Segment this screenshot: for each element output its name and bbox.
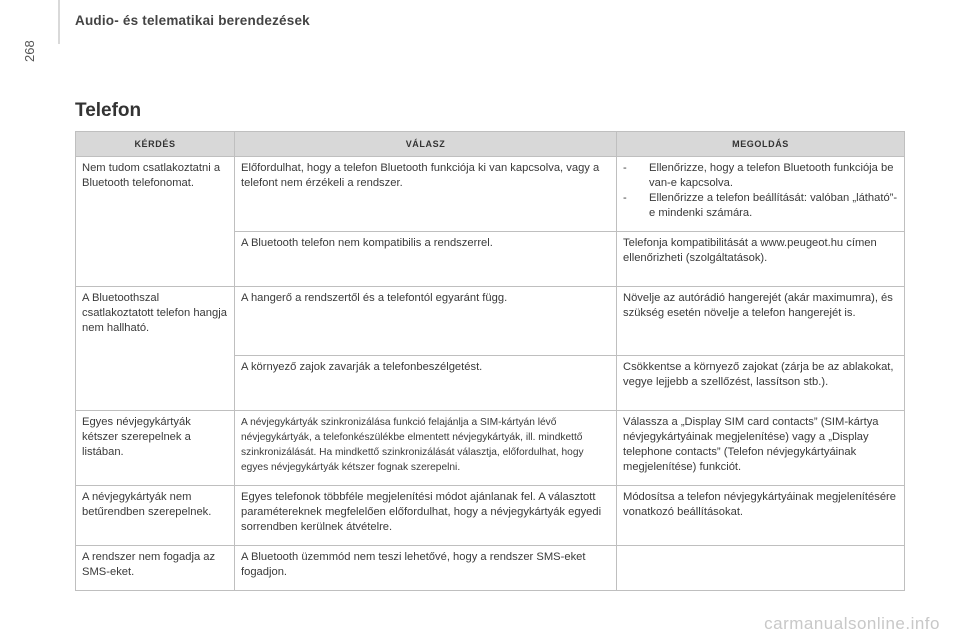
list-item: - Ellenőrizze, hogy a telefon Bluetooth funkciója be van-e kapcsolva. xyxy=(623,161,898,191)
answer-cell: A környező zajok zavarják a telefonbeszélgetést. xyxy=(235,356,617,411)
question-cell: Egyes névjegykártyák kétszer szerepelnek a listában. xyxy=(76,411,235,486)
solution-list xyxy=(623,161,898,221)
page-title: Telefon xyxy=(75,100,142,121)
question-cell: A névjegykártyák nem betűrendben szerepelnek. xyxy=(76,486,235,546)
page-number: 268 xyxy=(22,40,37,62)
table-row xyxy=(76,546,905,591)
answer-cell: A hangerő a rendszertől és a telefontól egyaránt függ. xyxy=(235,287,617,356)
solution-cell xyxy=(617,546,905,591)
solution-cell: Módosítsa a telefon névjegykártyáinak megjelenítésére vonatkozó beállításokat. xyxy=(617,486,905,546)
question-cell: Nem tudom csatlakoztatni a Bluetooth telefonomat. xyxy=(76,157,235,287)
column-header-solution: MEGOLDÁS xyxy=(617,132,905,157)
answer-cell: A névjegykártyák szinkronizálása funkció felajánlja a SIM-kártyán lévő névjegykártyák, a telefonkészülékbe elmentett névjegykártyák, ill. mindkettő szinkronizálását. Ha mindkettő szinkronizálását választja, előfordulhat, hogy egyes névjegykártyák kétszer fognak szerepelni. xyxy=(235,411,617,486)
table-row xyxy=(76,411,905,486)
faq-table xyxy=(75,131,905,591)
section-title: Audio- és telematikai berendezések xyxy=(75,13,310,28)
answer-cell: A Bluetooth telefon nem kompatibilis a rendszerrel. xyxy=(235,232,617,287)
list-item: - Ellenőrizze a telefon beállítását: valóban „látható”-e mindenki számára. xyxy=(623,191,898,221)
solution-cell: Telefonja kompatibilitását a www.peugeot.hu címen ellenőrizheti (szolgáltatások). xyxy=(617,232,905,287)
question-cell: A Bluetoothszal csatlakoztatott telefon hangja nem hallható. xyxy=(76,287,235,411)
solution-cell: Válassza a „Display SIM card contacts” (SIM-kártya névjegykártyáinak megjelenítése) vagy a „Display telephone contacts” (Telefon névjegykártyáinak megjelenítése) funkciót. xyxy=(617,411,905,486)
question-cell: A rendszer nem fogadja az SMS-eket. xyxy=(76,546,235,591)
header-accent-bar xyxy=(58,0,60,44)
answer-cell: Előfordulhat, hogy a telefon Bluetooth funkciója ki van kapcsolva, vagy a telefont nem érzékeli a rendszer. xyxy=(235,157,617,232)
solution-cell: Növelje az autórádió hangerejét (akár maximumra), és szükség esetén növelje a telefon hangerejét is. xyxy=(617,287,905,356)
watermark: carmanualsonline.info xyxy=(764,614,940,633)
column-header-answer: VÁLASZ xyxy=(235,132,617,157)
solution-cell xyxy=(617,157,905,232)
table-row xyxy=(76,486,905,546)
table-row xyxy=(76,287,905,356)
answer-cell: Egyes telefonok többféle megjelenítési módot ajánlanak fel. A választott paramétereknek megfelelően előfordulhat, hogy a névjegykártyák egyedi sorrendben kerülnek átvételre. xyxy=(235,486,617,546)
table-row xyxy=(76,157,905,232)
table-header-row xyxy=(76,132,905,157)
column-header-question: KÉRDÉS xyxy=(76,132,235,157)
answer-cell: A Bluetooth üzemmód nem teszi lehetővé, hogy a rendszer SMS-eket fogadjon. xyxy=(235,546,617,591)
solution-cell: Csökkentse a környező zajokat (zárja be az ablakokat, vegye lejjebb a szellőzést, lassítson stb.). xyxy=(617,356,905,411)
